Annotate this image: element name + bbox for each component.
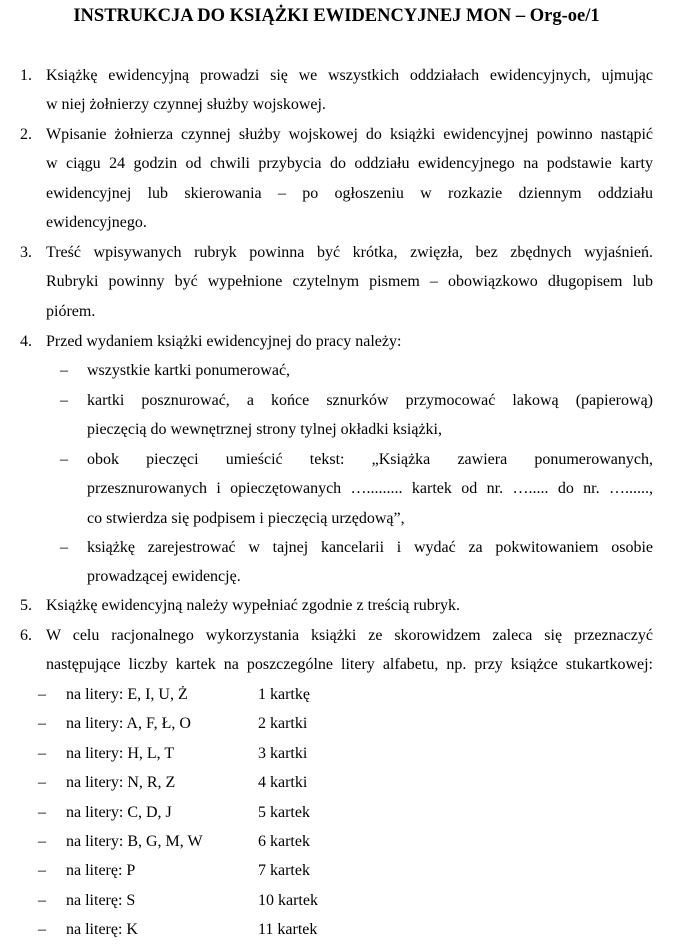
page-count: 3 kartki [258,744,308,762]
item-text-line: w niej żołnierzy czynnej służby wojskowej. [46,96,326,114]
dash-bullet: – [38,744,46,762]
dash-bullet: – [38,862,46,880]
item-number: 5. [20,597,32,614]
item-text-line: Wpisanie żołnierza czynnej służby wojskowej do książki ewidencyjnej powinno nastąpić [46,126,653,143]
sub-item-text-line: prowadzącej ewidencję. [87,568,241,586]
dash-bullet: – [60,451,68,468]
sub-item-text-line: wszystkie kartki ponumerować, [87,362,291,379]
dash-bullet: – [38,774,46,792]
sub-item-text-line: kartki posznurować, a końce sznurków przymocować lakową (papierową) [87,392,653,409]
dash-bullet: – [60,362,68,379]
letters-label: na litery: A, F, Ł, O [66,715,191,733]
dash-bullet: – [38,833,46,850]
page-count: 11 kartek [258,921,318,939]
item-number: 1. [20,67,32,84]
item-text-line: Przed wydaniem książki ewidencyjnej do pracy należy: [46,333,402,350]
letters-label: na litery: E, I, U, Ż [66,686,188,703]
letters-label: na literę: K [66,921,138,939]
dash-bullet: – [38,891,46,909]
dash-bullet: – [38,921,46,939]
item-text-line: w ciągu 24 godzin od chwili przybycia do oddziału ewidencyjnego na podstawie karty [46,155,653,173]
dash-bullet: – [60,539,68,556]
letters-label: na litery: N, R, Z [66,774,176,792]
letters-label: na litery: B, G, M, W [66,833,203,850]
page-count: 2 kartki [258,715,308,733]
item-number: 2. [20,126,32,143]
page-count: 6 kartek [258,833,310,850]
sub-item-text-line: co stwierdza się podpisem i pieczęcią urzędową”, [87,509,405,527]
dash-bullet: – [60,392,68,409]
document-title: INSTRUKCJA DO KSIĄŻKI EWIDENCYJNEJ MON – Org-oe/1 [73,6,600,26]
page-count: 5 kartek [258,803,310,821]
letters-label: na litery: H, L, T [66,744,175,762]
page-count: 4 kartki [258,774,308,792]
item-text-line: Rubryki powinny być wypełnione czytelnym pismem – obowiązkowo długopisem lub [46,273,653,291]
item-number: 6. [20,627,32,644]
item-text-line: piórem. [46,302,96,320]
item-text-line: W celu racjonalnego wykorzystania książki ze skorowidzem zaleca się przeznaczyć [46,627,653,644]
page-count: 7 kartek [258,862,310,880]
letters-label: na literę: P [66,862,136,880]
dash-bullet: – [38,715,46,733]
item-text-line: następujące liczby kartek na poszczególne litery alfabetu, np. przy książce stukartkowej: [46,656,653,674]
item-text-line: Książkę ewidencyjną należy wypełniać zgodnie z treścią rubryk. [46,597,461,614]
sub-item-text-line: książkę zarejestrować w tajnej kancelarii i wydać za pokwitowaniem osobie [87,539,653,556]
sub-item-text-line: pieczęcią do wewnętrznej strony tylnej okładki książki, [87,421,442,439]
item-text-line: Książkę ewidencyjną prowadzi się we wszystkich oddziałach ewidencyjnych, ujmując [46,67,653,84]
page-count: 10 kartek [258,891,318,909]
dash-bullet: – [38,686,46,703]
page-count: 1 kartkę [258,686,310,703]
item-text-line: ewidencyjnej lub skierowania – po ogłoszeniu w rozkazie dziennym oddziału [46,184,653,202]
item-text-line: ewidencyjnego. [46,214,147,232]
letters-label: na literę: S [66,891,136,909]
item-number: 3. [20,244,32,261]
dash-bullet: – [38,803,46,821]
sub-item-text-line: obok pieczęci umieścić tekst: „Książka zawiera ponumerowanych, [87,451,653,468]
item-number: 4. [20,333,32,350]
item-text-line: Treść wpisywanych rubryk powinna być krótka, zwięzła, bez zbędnych wyjaśnień. [46,244,653,261]
sub-item-text-line: przesznurowanych i opieczętowanych …......... kartek od nr. …..... do nr. …......, [87,480,653,498]
letters-label: na litery: C, D, J [66,803,172,821]
